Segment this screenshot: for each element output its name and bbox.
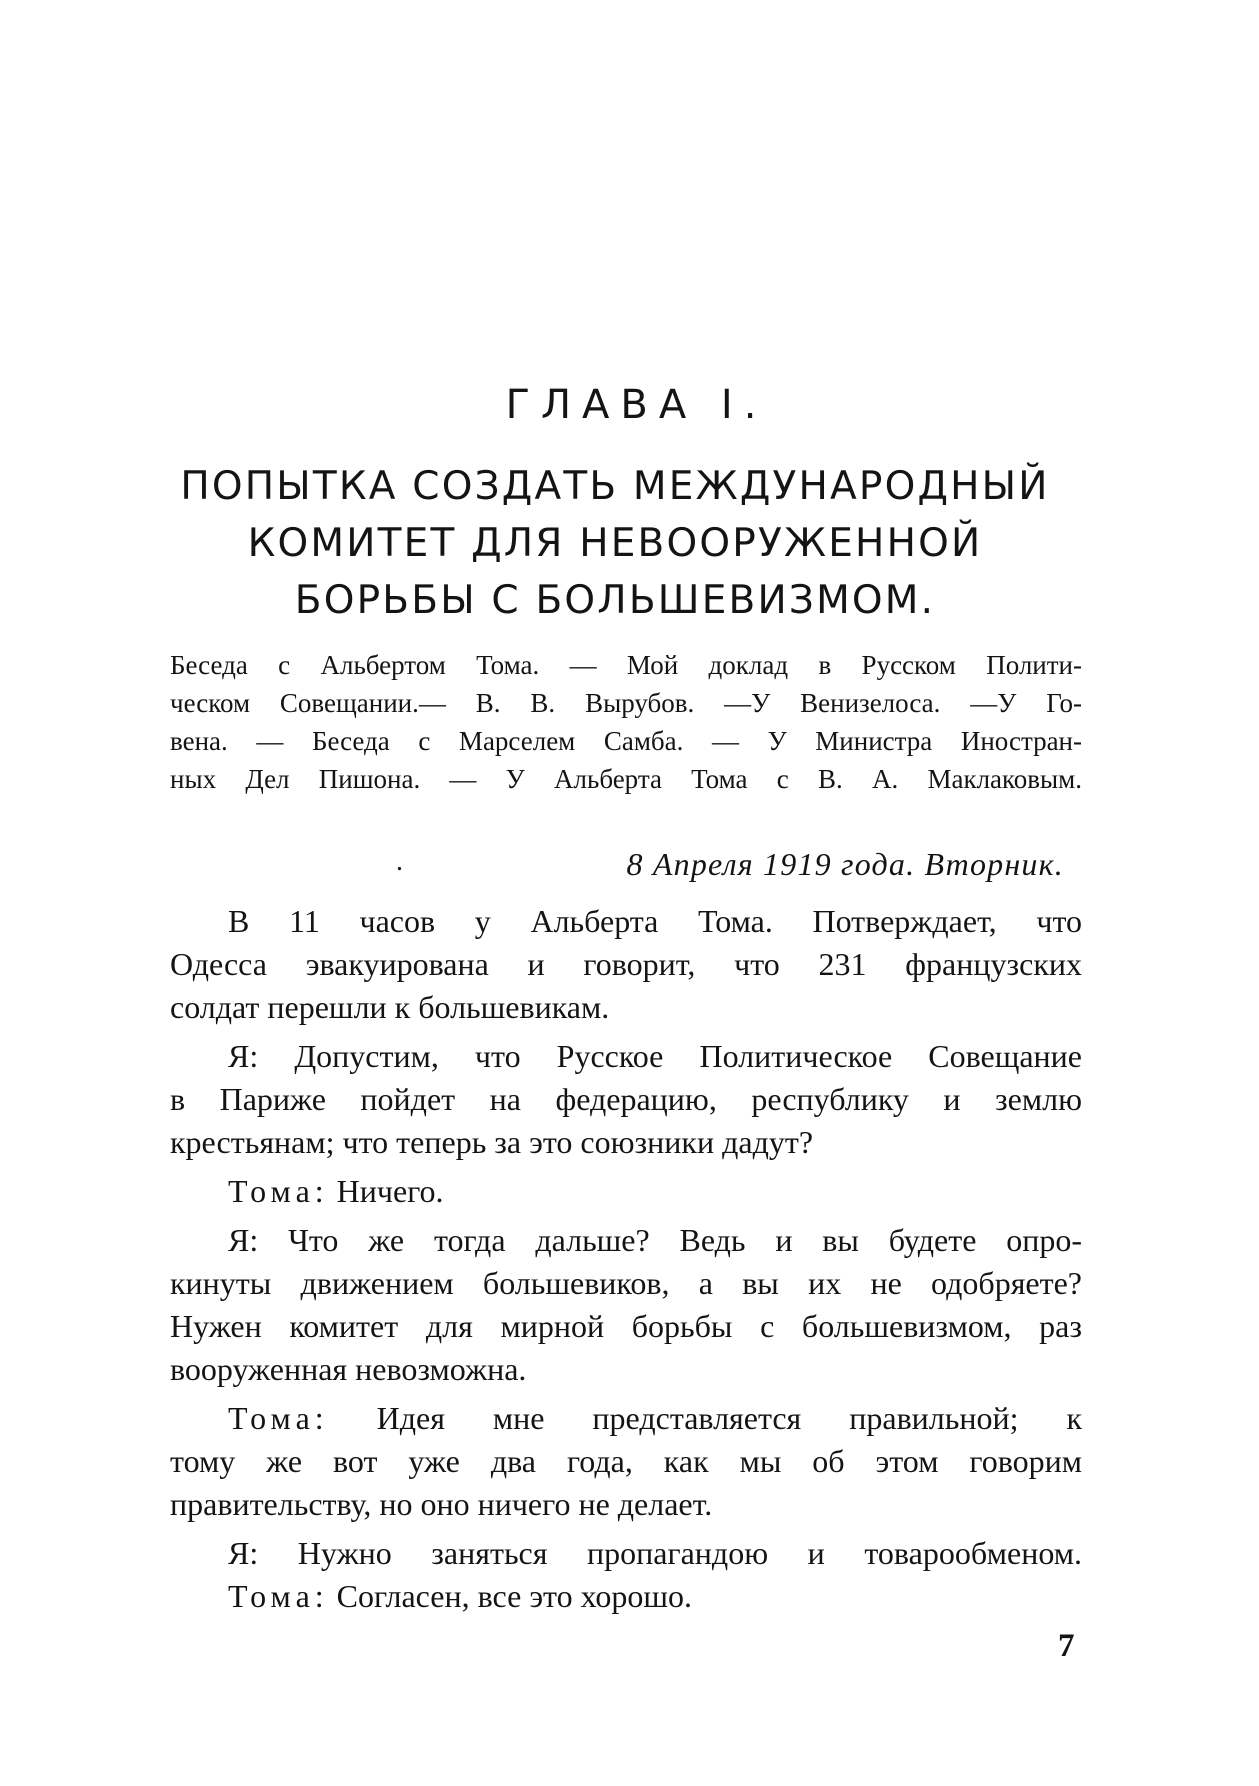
text-line: крестьянам; что теперь за это союзники дадут? <box>170 1124 814 1160</box>
paragraph <box>170 1035 1082 1164</box>
chapter-title-line: БОРЬБЫ С БОЛЬШЕВИЗМОМ. <box>294 578 936 623</box>
text-line: Нужен комитет для мирной борьбы с большевизмом, раз <box>170 1308 1082 1344</box>
paragraph <box>170 1219 1082 1391</box>
paragraph <box>170 1575 1082 1618</box>
speech-text: Нужно заняться пропагандою и товарообменом. <box>297 1535 1083 1571</box>
text-line <box>170 1532 1082 1575</box>
speaker-label: Тома: <box>228 1578 329 1614</box>
paragraph <box>170 1170 1082 1213</box>
speaker-label: Я: <box>228 1038 259 1074</box>
text-line <box>170 1575 1082 1618</box>
speech-text: Что же тогда дальше? Ведь и вы будете опро- <box>288 1222 1083 1258</box>
text-line: В 11 часов у Альберта Тома. Потверждает, что <box>228 903 1082 939</box>
date-heading <box>170 846 1064 883</box>
text-line <box>170 1397 1082 1440</box>
speaker-label: Тома: <box>228 1173 329 1209</box>
speech-text: Согласен, все это хорошо. <box>336 1578 693 1614</box>
summary-line: Беседа с Альбертом Тома. — Мой доклад в Русском Полити- <box>170 650 1082 680</box>
paragraph <box>170 1397 1082 1526</box>
speaker-label: Тома: <box>228 1400 329 1436</box>
text-line: солдат перешли к большевикам. <box>170 989 610 1025</box>
summary-line: вена. — Беседа с Марселем Самба. — У Министра Иностран- <box>170 726 1082 756</box>
text-line: правительству, но оно ничего не делает. <box>170 1486 713 1522</box>
text-line: Одесса эвакуирована и говорит, что 231 французских <box>170 946 1082 982</box>
speech-text: Идея мне представляется правильной; к <box>376 1400 1083 1436</box>
date-text: 8 Апреля 1919 года. Вторник. <box>626 846 1064 882</box>
chapter-title <box>150 458 1080 629</box>
text-line: тому же вот уже два года, как мы об этом говорим <box>170 1443 1082 1479</box>
speech-text: Ничего. <box>336 1173 444 1209</box>
speaker-label: Я: <box>228 1222 259 1258</box>
chapter-title-line: ПОПЫТКА СОЗДАТЬ МЕЖДУНАРОДНЫЙ <box>180 464 1050 509</box>
speaker-label: Я: <box>228 1535 259 1571</box>
text-line: кинуты движением большевиков, а вы их не одобряете? <box>170 1265 1082 1301</box>
summary-line: ческом Совещании.— В. В. Вырубов. —У Венизелоса. —У Го- <box>170 688 1082 718</box>
chapter-summary <box>170 646 1082 798</box>
text-line <box>170 1170 1082 1213</box>
body-text <box>170 900 1082 1618</box>
paragraph <box>170 1532 1082 1575</box>
chapter-title-line: КОМИТЕТ ДЛЯ НЕВООРУЖЕННОЙ <box>247 521 983 566</box>
text-line <box>170 1219 1082 1262</box>
text-line: в Париже пойдет на федерацию, республику и землю <box>170 1081 1082 1117</box>
chapter-label: ГЛАВА I. <box>505 382 768 428</box>
page-number: 7 <box>1058 1628 1075 1664</box>
text-line <box>170 1035 1082 1078</box>
text-line: вооруженная невозможна. <box>170 1351 527 1387</box>
speech-text: Допустим, что Русское Политическое Совещание <box>294 1038 1083 1074</box>
paragraph <box>170 900 1082 1029</box>
dot-mark: . <box>396 846 405 877</box>
summary-line: ных Дел Пишона. — У Альберта Тома с В. А. Маклаковым. <box>170 764 1082 794</box>
